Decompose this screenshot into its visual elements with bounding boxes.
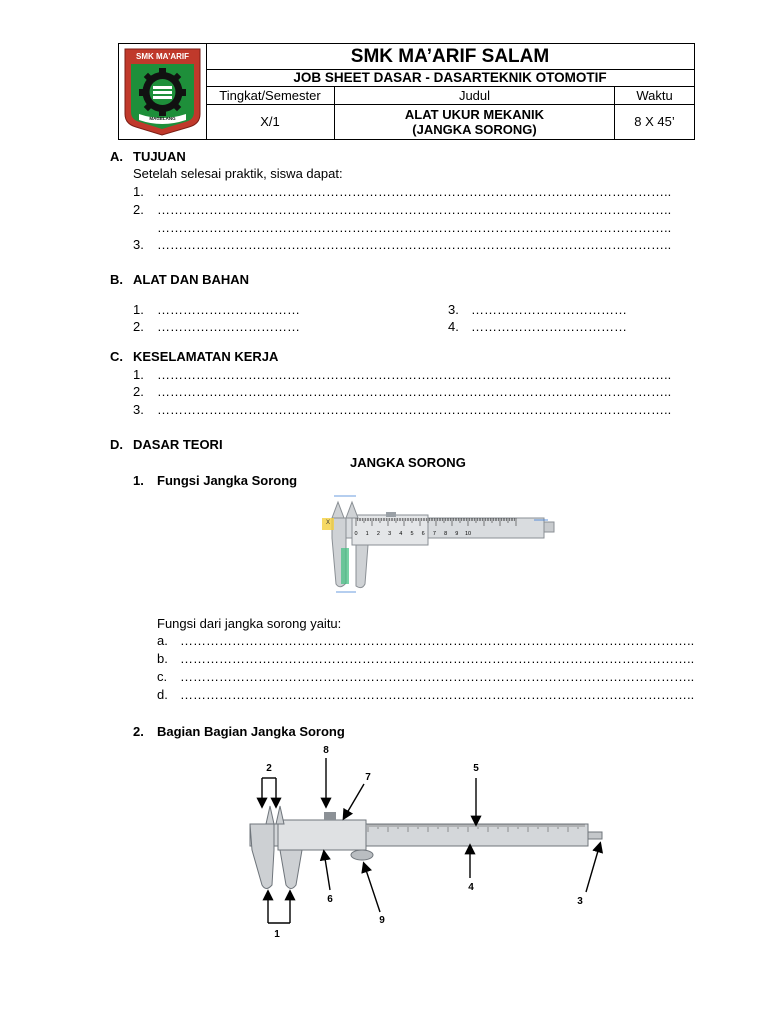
svg-text:X: X bbox=[326, 520, 331, 526]
list-letter: b. bbox=[157, 651, 168, 666]
level-value: X/1 bbox=[206, 104, 335, 139]
school-logo-icon bbox=[119, 44, 206, 139]
section-d-label: D. bbox=[110, 437, 123, 452]
title-line-1: ALAT UKUR MEKANIK bbox=[404, 106, 545, 122]
caliper-parts-figure bbox=[240, 740, 620, 945]
list-letter: d. bbox=[157, 687, 168, 702]
list-number: 1. bbox=[133, 367, 144, 382]
scale-number: 7 bbox=[432, 531, 436, 537]
subsection-2-title: Bagian Bagian Jangka Sorong bbox=[157, 724, 345, 739]
section-b-label: B. bbox=[110, 272, 123, 287]
blank-line: ……………………………………………………………………………………………………….. bbox=[157, 237, 672, 252]
part-label-4: 4 bbox=[468, 882, 474, 893]
column-level: Tingkat/Semester bbox=[206, 86, 335, 104]
blank-line: …………………………… bbox=[157, 319, 300, 334]
scale-number: 5 bbox=[410, 531, 414, 537]
scale-number: 6 bbox=[421, 531, 425, 537]
time-value: 8 X 45’ bbox=[634, 114, 675, 129]
blank-line: ……………………………………………………………………………………………………….. bbox=[157, 184, 672, 199]
caliper-function-figure bbox=[310, 488, 558, 600]
scale-number: 0 bbox=[354, 531, 358, 537]
blank-line: ……………………………………………………………………………………………………….. bbox=[157, 220, 672, 235]
school-name: SMK MA’ARIF SALAM bbox=[350, 45, 550, 67]
section-a-intro: Setelah selesai praktik, siswa dapat: bbox=[133, 166, 343, 181]
school-logo-cell bbox=[119, 44, 207, 139]
column-title: Judul bbox=[335, 86, 615, 104]
list-number: 2. bbox=[133, 384, 144, 399]
scale-number: 9 bbox=[455, 531, 459, 537]
header-row-subtitle bbox=[206, 69, 694, 87]
blank-line: ……………………………………………………………………………………………………….. bbox=[180, 651, 695, 666]
list-letter: c. bbox=[157, 669, 168, 684]
header-row-columns bbox=[206, 86, 694, 105]
part-label-3: 3 bbox=[577, 896, 583, 907]
header-row-school bbox=[206, 44, 694, 70]
scale-number: 4 bbox=[399, 531, 403, 537]
blank-line: ……………………………………………………………………………………………………….. bbox=[180, 633, 695, 648]
list-number: 2. bbox=[133, 319, 144, 334]
blank-line: ……………………………………………………………………………………………………….. bbox=[180, 687, 695, 702]
header-row-values bbox=[206, 104, 694, 139]
part-label-7: 7 bbox=[365, 772, 371, 783]
part-label-2: 2 bbox=[266, 763, 272, 774]
subsection-2-number: 2. bbox=[133, 724, 144, 739]
list-number: 3. bbox=[448, 302, 459, 317]
blank-line: …………………………… bbox=[157, 302, 300, 317]
svg-text:MAGELANG: MAGELANG bbox=[149, 116, 176, 121]
subsection-1-number: 1. bbox=[133, 473, 144, 488]
list-number: 2. bbox=[133, 202, 144, 217]
title-value bbox=[335, 104, 615, 139]
blank-line: ……………………………………………………………………………………………………….. bbox=[157, 402, 672, 417]
list-number: 1. bbox=[133, 302, 144, 317]
part-label-8: 8 bbox=[323, 745, 329, 756]
part-label-6: 6 bbox=[327, 894, 333, 905]
job-sheet-subtitle: JOB SHEET DASAR - DASARTEKNIK OTOMOTIF bbox=[293, 70, 607, 85]
list-number: 3. bbox=[133, 402, 144, 417]
scale-number: 1 bbox=[365, 531, 369, 537]
list-letter: a. bbox=[157, 633, 168, 648]
blank-line: ……………………………………………………………………………………………………….. bbox=[157, 384, 672, 399]
fungsi-intro: Fungsi dari jangka sorong yaitu: bbox=[157, 616, 342, 631]
title-line-2: (JANGKA SORONG) bbox=[412, 121, 537, 137]
scale-number: 3 bbox=[388, 531, 392, 537]
section-a-label: A. bbox=[110, 149, 123, 164]
column-time: Waktu bbox=[636, 87, 673, 103]
scale-number: 2 bbox=[376, 531, 380, 537]
list-number: 4. bbox=[448, 319, 459, 334]
header-table bbox=[118, 43, 695, 140]
list-number: 3. bbox=[133, 237, 144, 252]
blank-line: ……………………………………………………………………………………………………….. bbox=[180, 669, 695, 684]
list-number: 1. bbox=[133, 184, 144, 199]
jangka-sorong-heading: JANGKA SORONG bbox=[350, 455, 466, 470]
section-c-title: KESELAMATAN KERJA bbox=[133, 349, 279, 364]
subsection-1-title: Fungsi Jangka Sorong bbox=[157, 473, 298, 488]
blank-line: ……………………………………………………………………………………………………….. bbox=[157, 367, 672, 382]
section-b-title: ALAT DAN BAHAN bbox=[133, 272, 250, 287]
svg-text:SMK MA'ARIF: SMK MA'ARIF bbox=[135, 52, 190, 61]
blank-line: ……………………………… bbox=[471, 319, 627, 334]
section-c-label: C. bbox=[110, 349, 123, 364]
part-label-5: 5 bbox=[473, 763, 479, 774]
part-label-1: 1 bbox=[274, 929, 280, 940]
section-d-title: DASAR TEORI bbox=[133, 437, 223, 452]
scale-number: 10 bbox=[464, 531, 472, 537]
blank-line: ……………………………… bbox=[471, 302, 627, 317]
section-a-title: TUJUAN bbox=[133, 149, 186, 164]
blank-line: ……………………………………………………………………………………………………….. bbox=[157, 202, 672, 217]
part-label-9: 9 bbox=[379, 915, 385, 926]
scale-number: 8 bbox=[444, 531, 448, 537]
